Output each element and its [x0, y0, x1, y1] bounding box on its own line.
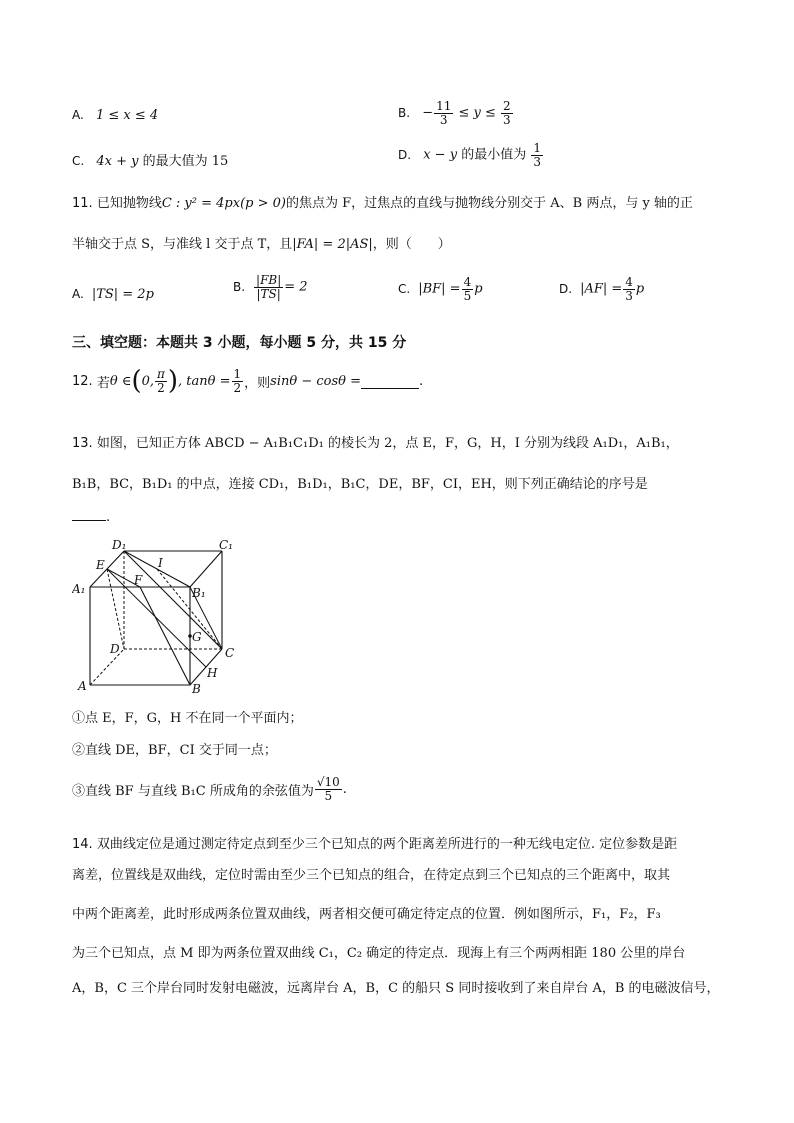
q11-option-b: [233, 274, 308, 300]
q11-option-a: [72, 287, 154, 302]
label-h: H: [207, 666, 218, 680]
fraction-numerator: 2: [503, 99, 511, 113]
q13-item-1: ①点 E，F，G，H 不在同一个平面内；: [72, 711, 303, 726]
period: .: [342, 781, 347, 797]
fraction: [623, 276, 635, 302]
option-label: B.: [398, 105, 411, 120]
fraction: [315, 776, 342, 802]
option-expression: |TS| = 2p: [91, 287, 154, 302]
question-number: 13.: [72, 436, 93, 451]
fraction-numerator: π: [157, 367, 165, 381]
question-text: 已知抛物线: [96, 196, 162, 211]
option-label: C.: [72, 154, 85, 168]
fraction-denominator: 3: [439, 112, 448, 127]
fraction-numerator: 11: [436, 99, 452, 113]
q12: [72, 366, 424, 397]
option-expression: 1 ≤ x ≤ 4: [95, 108, 159, 123]
fraction-denominator: 3: [625, 288, 633, 303]
q11-option-c: [398, 276, 483, 302]
question-text: 若: [96, 375, 110, 391]
fraction-denominator: 3: [533, 154, 541, 169]
q11-line-1: [72, 192, 693, 211]
math-expression: sinθ − cosθ =: [270, 373, 361, 389]
question-text: 半轴交于点 S，与准线 l 交于点 T，且: [72, 237, 293, 252]
question-text: ，则: [244, 375, 271, 391]
option-text: 的最小值为: [461, 147, 527, 163]
fraction-denominator: 5: [463, 288, 472, 303]
q13-item-3: [72, 776, 347, 802]
q14-line-5: A，B，C 三个岸台同时发射电磁波，远离岸台 A，B，C 的船只 S 同时接收到了来自岸台 A，B 的电磁波信号，: [72, 981, 720, 996]
label-a: A: [78, 679, 87, 693]
label-b1: B₁: [192, 586, 206, 600]
question-number: 11.: [72, 196, 93, 211]
label-d1: D₁: [112, 538, 127, 552]
item-text: ③直线 BF 与直线 B₁C 所成角的余弦值为: [72, 783, 314, 799]
q14-line-3: 中两个距离差，此时形成两条位置双曲线，两者相交便可确定待定点的位置．例如图所示，F₁，F₂，F₃: [72, 907, 661, 922]
fraction: [232, 368, 244, 394]
fraction-numerator: |FB|: [256, 273, 282, 287]
q14-line-4: 为三个已知点，点 M 即为两条位置双曲线 C₁，C₂ 确定的待定点．现海上有三个两两相距 180 公里的岸台: [72, 946, 686, 961]
q10-option-c: [72, 150, 228, 169]
fraction-numerator: 4: [463, 275, 472, 289]
fraction-numerator: √10: [316, 775, 340, 789]
option-expression: p: [474, 281, 483, 297]
option-expression: |AF| =: [580, 281, 623, 297]
q11-option-d: [559, 276, 644, 302]
answer-blank[interactable]: [72, 508, 106, 521]
fraction-numerator: 1: [233, 367, 242, 381]
answer-blank[interactable]: [361, 374, 419, 389]
option-expression: p: [635, 281, 645, 297]
option-label: C.: [398, 281, 411, 296]
option-label: B.: [233, 279, 246, 294]
q14-line-2: 离差，位置线是双曲线，定位时需由至少三个已知点的组合，在待定点到三个已知点的三个距离中，取其: [72, 868, 671, 883]
option-expression: = 2: [284, 279, 308, 295]
question-text: 的焦点为 F，过焦点的直线与抛物线分别交于 A、B 两点，与 y 轴的正: [285, 196, 693, 211]
label-g: G: [192, 630, 202, 644]
label-f: F: [134, 573, 143, 587]
fraction-denominator: 3: [503, 112, 511, 127]
period: .: [106, 510, 111, 525]
fraction: [501, 100, 513, 126]
q10-option-a: [72, 108, 158, 123]
label-c1: C₁: [219, 538, 233, 552]
math-expression: |FA| = 2|AS|: [292, 237, 373, 252]
fraction: [254, 274, 283, 300]
q11-line-2: [72, 233, 451, 252]
fraction: [531, 142, 543, 168]
label-d: D: [110, 642, 120, 656]
q13-line-1: [72, 432, 679, 451]
label-e: E: [96, 558, 105, 572]
fraction-denominator: 2: [233, 380, 242, 395]
q13-line-2: [72, 473, 648, 492]
option-label: D.: [398, 147, 412, 162]
fraction-denominator: |TS|: [256, 286, 281, 301]
fraction-denominator: 2: [157, 380, 165, 395]
question-text: 如图，已知正方体 ABCD − A₁B₁C₁D₁ 的棱长为 2，点 E，F，G，H，I 分别为线段 A₁D₁，A₁B₁，: [96, 436, 679, 451]
q13-line-3: [72, 508, 110, 525]
option-text: 的最大值为 15: [142, 154, 229, 169]
left-paren: (: [131, 366, 142, 397]
fraction: [434, 100, 453, 126]
option-expression: x − y: [423, 147, 458, 163]
label-c: C: [225, 646, 235, 660]
label-i: I: [158, 556, 163, 570]
question-number: 12.: [72, 373, 93, 389]
right-paren: ): [167, 366, 179, 397]
question-text: 双曲线定位是通过测定待定点到至少三个已知点的两个距离差所进行的一种无线电定位. 定位参数是距: [96, 837, 678, 852]
q13-item-2: ②直线 DE，BF，CI 交于同一点；: [72, 743, 277, 758]
option-label: A.: [72, 287, 84, 301]
q10-option-d: [398, 142, 544, 168]
interval-lower: 0,: [141, 373, 154, 389]
inequality: ≤ y ≤: [454, 105, 501, 121]
fraction-denominator: 5: [324, 788, 333, 803]
label-b: B: [192, 682, 201, 696]
fraction: [462, 276, 474, 302]
q14-line-1: [72, 833, 677, 852]
option-expression: |BF| =: [418, 281, 461, 297]
period: .: [419, 373, 424, 389]
math-expression: C : y² = 4px(p > 0): [161, 196, 286, 211]
section-title: 三、填空题：本题共 3 小题，每小题 5 分，共 15 分: [72, 335, 407, 351]
fraction: [155, 368, 167, 394]
question-text: ，则（ ）: [372, 237, 451, 252]
fraction-numerator: 4: [625, 275, 633, 289]
question-number: 14.: [72, 837, 93, 852]
label-a1: A₁: [72, 582, 86, 596]
math-expression: θ ∈: [109, 373, 132, 389]
fraction-numerator: 1: [533, 141, 541, 155]
option-expression: 4x + y: [96, 154, 139, 169]
q10-option-b: [398, 100, 514, 126]
option-label: A.: [72, 108, 84, 122]
math-expression: , tanθ =: [178, 373, 231, 389]
cube-figure: [72, 535, 252, 700]
question-text: B₁B，BC，B₁D₁ 的中点，连接 CD₁，B₁D₁，B₁C，DE，BF，CI，EH，则下列正确结论的序号是: [72, 477, 648, 492]
option-label: D.: [559, 281, 573, 296]
minus-sign: −: [422, 105, 434, 121]
